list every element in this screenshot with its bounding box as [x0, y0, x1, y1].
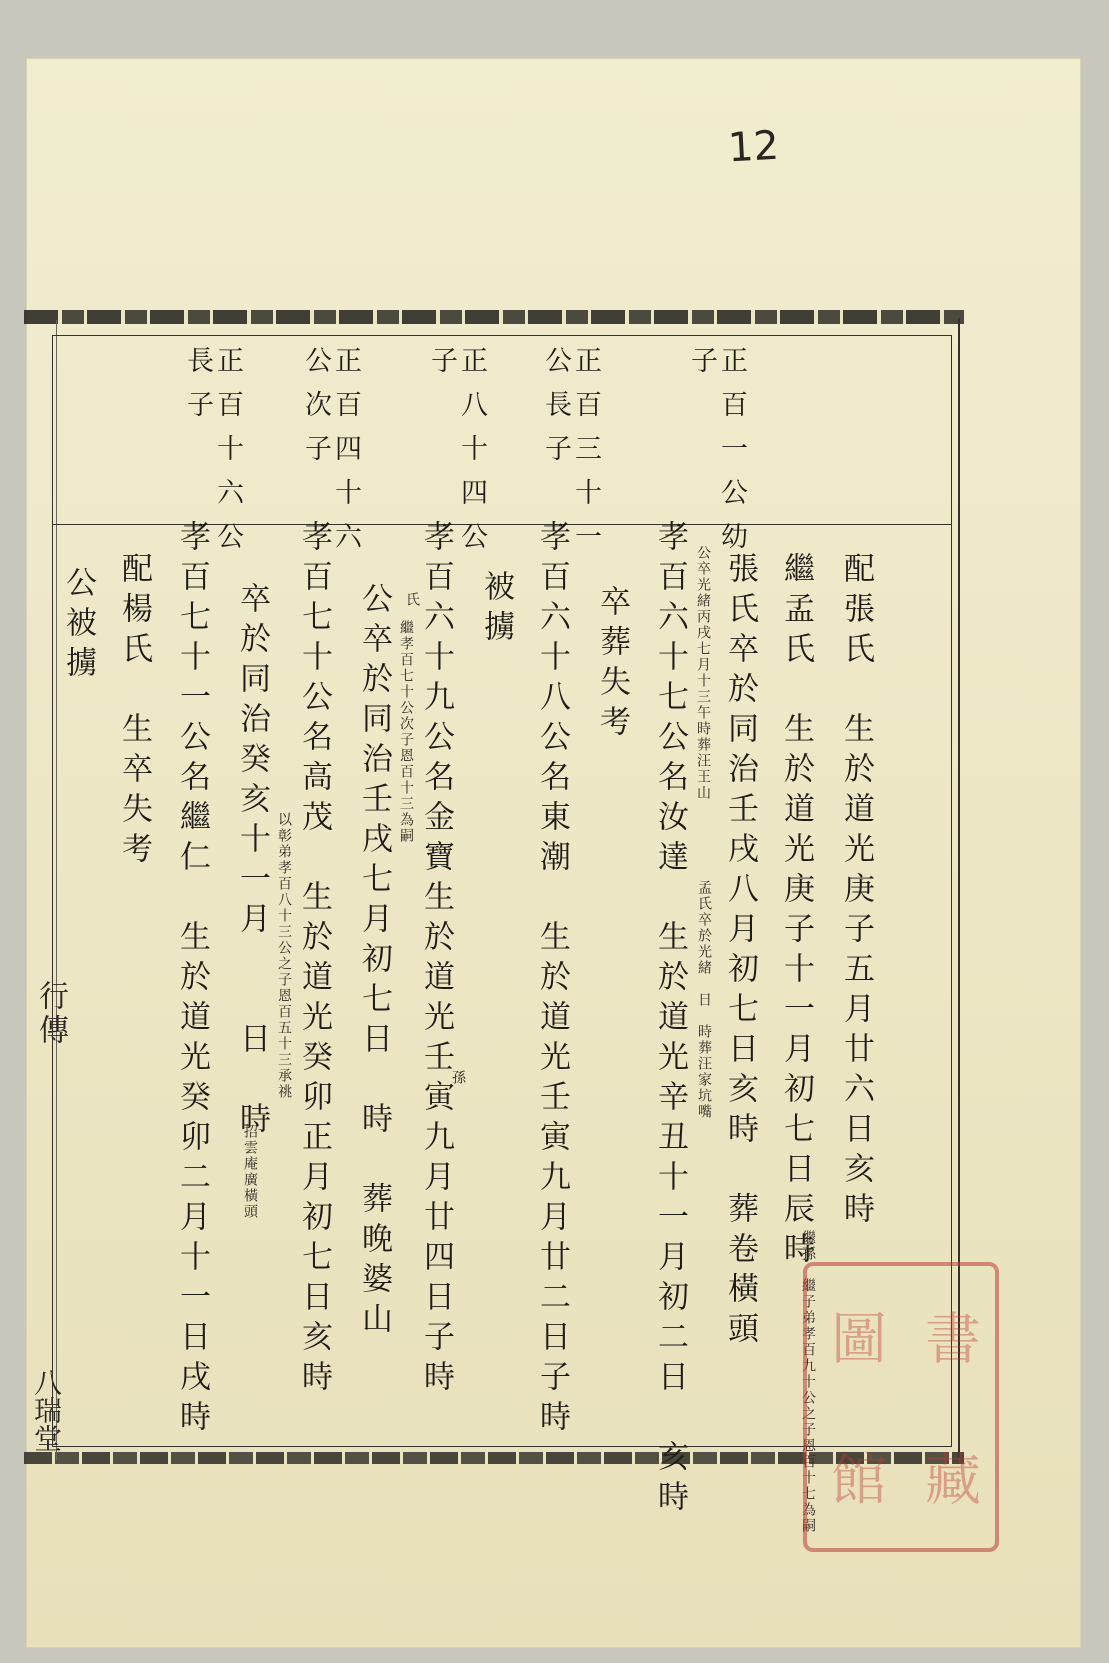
handwritten-note: 招雲庵廣橫頭 — [242, 1124, 258, 1220]
header-column: 正百一公幼 子 — [686, 346, 747, 566]
entry-column: 繼孟氏 生於道光庚子十一月初七日辰時 — [778, 552, 814, 1272]
header-column: 正百四十六 公次子 — [300, 346, 361, 566]
seal-character: 館 — [822, 1449, 887, 1506]
entry-column: 被擄 — [478, 570, 514, 650]
handwritten-note: 以彰弟孝百八十三公之子恩百五十三承祧 — [276, 812, 292, 1100]
header-column: 正百三十一 公長子 — [540, 346, 601, 566]
entry-column: 孝百六十七公名汝達 生於道光辛丑十一月初二日 亥時 — [652, 520, 688, 1520]
entry-column: 孝百七十一公名繼仁 生於道光癸卯二月十一日戌時 — [174, 520, 210, 1440]
handwritten-note: 繼孫 繼子弟孝百九十公之子恩百十七為嗣 — [800, 1230, 816, 1534]
page-number: 12 — [726, 122, 781, 172]
handwritten-note: 孟氏卒於光緒 日 時葬汪家坑嘴 — [696, 880, 712, 1120]
entry-column: 張氏卒於同治壬戌八月初七日亥時 葬卷橫頭 — [722, 552, 758, 1352]
handwritten-note: 氏 — [404, 592, 420, 608]
handwritten-note: 繼孝百七十公次子恩百十三為嗣 — [398, 620, 414, 844]
spine-hall-name: 八瑞堂 — [30, 1368, 63, 1452]
entry-column: 孝百六十九公名金寶生於道光壬寅九月廿四日子時 — [418, 520, 454, 1400]
seal-character: 藏 — [916, 1449, 981, 1506]
entry-column: 卒於同治癸亥十一月 日 時 — [234, 582, 270, 1142]
entry-column: 公卒於同治壬戌七月初七日 時 葬晚婆山 — [356, 582, 392, 1342]
spine-title: 行傳 — [33, 980, 68, 1048]
entry-column: 配張氏 生於道光庚子五月廿六日亥時 — [838, 552, 874, 1232]
entry-column: 配楊氏 生卒失考 — [116, 552, 152, 872]
library-seal-stamp — [803, 1262, 999, 1552]
handwritten-note: 公卒光緒丙戌七月十三午時葬汪王山 — [695, 545, 711, 801]
seal-character: 書 — [916, 1308, 981, 1365]
top-border-rule — [24, 310, 964, 324]
entry-column: 孝百七十公名高茂 生於道光癸卯正月初七日亥時 — [296, 520, 332, 1400]
header-column: 正百十六公 長子 — [182, 346, 243, 566]
entry-column: 公被擄 — [60, 566, 96, 686]
entry-column: 孝百六十八公名東潮 生於道光壬寅九月廿二日子時 — [534, 520, 570, 1440]
seal-character: 圖 — [822, 1308, 887, 1365]
entry-column: 卒葬失考 — [594, 585, 630, 745]
header-column: 正八十四公 子 — [426, 346, 487, 566]
handwritten-note: 孫 — [450, 1070, 466, 1086]
